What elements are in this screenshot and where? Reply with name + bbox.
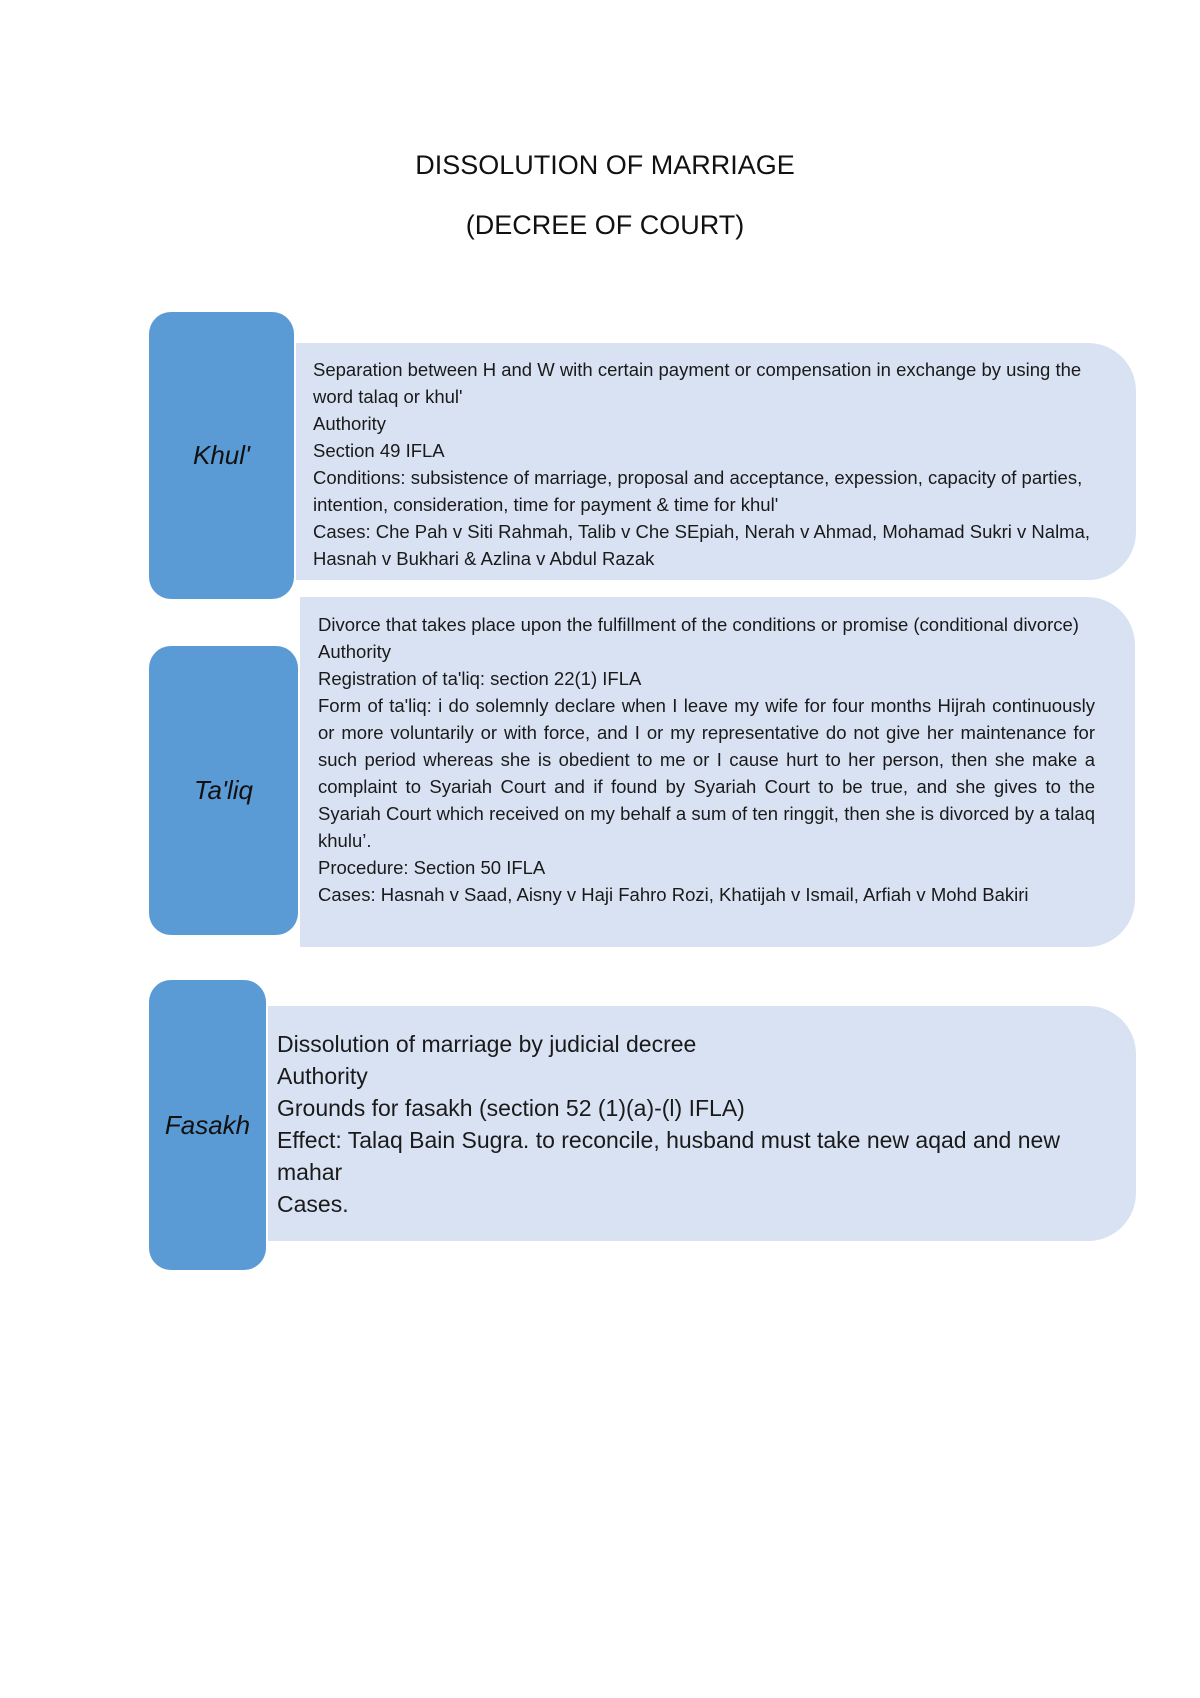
fasakh-definition: Dissolution of marriage by judicial decree: [277, 1031, 697, 1057]
fasakh-description-box: [268, 1006, 1136, 1241]
taliq-form: Form of ta'liq: i do solemnly declare when I leave my wife for four months Hijrah continuously or more voluntarily or with force, and I or my representative do not give her maintenance for such period whereas she is obedient to me or I cause hurt to her person, then she make a complaint to Syariah Court and if found by Syariah Court to be true, and she gives to the Syariah Court which received on my behalf a sum of ten ringgit, then she is divorced by a talaq khulu’.: [318, 695, 1095, 851]
khul-cases: Cases: Che Pah v Siti Rahmah, Talib v Che SEpiah, Nerah v Ahmad, Mohamad Sukri v Nalma, Hasnah v Bukhari & Azlina v Abdul Razak: [313, 521, 1091, 569]
fasakh-grounds: Grounds for fasakh (section 52 (1)(a)-(l) IFLA): [277, 1095, 745, 1121]
fasakh-effect: Effect: Talaq Bain Sugra. to reconcile, husband must take new aqad and new mahar: [277, 1127, 1060, 1185]
fasakh-cases: Cases.: [277, 1191, 349, 1217]
taliq-cases: Cases: Hasnah v Saad, Aisny v Haji Fahro Rozi, Khatijah v Ismail, Arfiah v Mohd Bakiri: [318, 884, 1029, 905]
khul-authority-heading: Authority: [313, 413, 387, 434]
taliq-procedure: Procedure: Section 50 IFLA: [318, 857, 546, 878]
fasakh-label-box: [149, 980, 266, 1270]
khul-conditions: Conditions: subsistence of marriage, proposal and acceptance, expession, capacity of parties, intention, consideration, time for payment & time for khul': [313, 467, 1083, 515]
fasakh-authority-heading: Authority: [277, 1063, 368, 1089]
page-subtitle: (DECREE OF COURT): [465, 210, 745, 240]
taliq-description-box: [300, 597, 1135, 947]
khul-label: Khul': [192, 440, 250, 470]
taliq-definition: Divorce that takes place upon the fulfillment of the conditions or promise (conditional divorce): [318, 614, 1079, 635]
taliq-label: Ta'liq: [194, 775, 253, 805]
fasakh-label: Fasakh: [164, 1109, 251, 1140]
khul-section: Section 49 IFLA: [313, 440, 445, 461]
khul-definition: Separation between H and W with certain payment or compensation in exchange by using the word talaq or khul': [313, 359, 1082, 407]
khul-description-box: [296, 343, 1136, 580]
taliq-authority-heading: Authority: [318, 641, 392, 662]
khul-label-box: [149, 312, 294, 599]
page-title: DISSOLUTION OF MARRIAGE: [415, 150, 795, 180]
taliq-label-box: [149, 646, 298, 935]
taliq-registration: Registration of ta'liq: section 22(1) IFLA: [318, 668, 642, 689]
